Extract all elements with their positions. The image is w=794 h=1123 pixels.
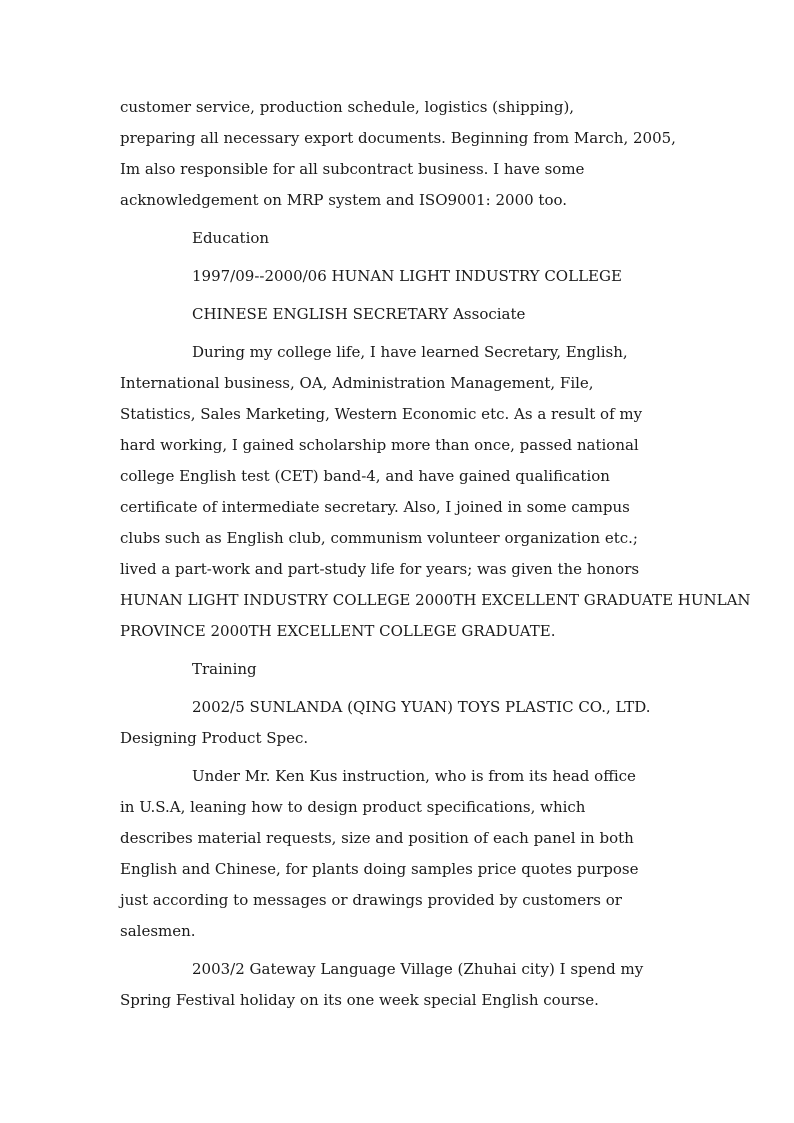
training-entry-2	[120, 954, 680, 1016]
text-line: clubs such as English club, communism volunteer organization etc.;	[120, 529, 638, 547]
text-line: English and Chinese, for plants doing samples price quotes purpose	[120, 860, 639, 878]
text-line: CHINESE ENGLISH SECRETARY Associate	[192, 305, 526, 323]
text-line: 1997/09--2000/06 HUNAN LIGHT INDUSTRY COLLEGE	[192, 267, 622, 285]
text-line: in U.S.A, leaning how to design product specifications, which	[120, 798, 586, 816]
text-line: salesmen.	[120, 922, 196, 940]
training-heading	[120, 654, 680, 685]
text-line: HUNAN LIGHT INDUSTRY COLLEGE 2000TH EXCELLENT GRADUATE HUNLAN	[120, 591, 751, 609]
text-line: International business, OA, Administration Management, File,	[120, 374, 594, 392]
text-line: Statistics, Sales Marketing, Western Economic etc. As a result of my	[120, 405, 643, 423]
text-line: just according to messages or drawings provided by customers or	[120, 891, 622, 909]
text-line: describes material requests, size and position of each panel in both	[120, 829, 634, 847]
text-line: lived a part-work and part-study life for years; was given the honors	[120, 560, 640, 578]
text-line: Spring Festival holiday on its one week special English course.	[120, 991, 599, 1009]
text-line: During my college life, I have learned Secretary, English,	[192, 343, 628, 361]
text-line: PROVINCE 2000TH EXCELLENT COLLEGE GRADUATE.	[120, 622, 556, 640]
text-line: Designing Product Spec.	[120, 729, 309, 747]
text-line: certificate of intermediate secretary. Also, I joined in some campus	[120, 498, 630, 516]
text-line: college English test (CET) band-4, and have gained qualification	[120, 467, 610, 485]
education-major	[120, 299, 680, 330]
text-line: hard working, I gained scholarship more than once, passed national	[120, 436, 639, 454]
text-line: Im also responsible for all subcontract business. I have some	[120, 160, 585, 178]
section-heading: Training	[192, 660, 257, 678]
training-description	[120, 761, 680, 947]
text-line: acknowledgement on MRP system and ISO9001: 2000 too.	[120, 191, 568, 209]
college-life-paragraph	[120, 337, 751, 647]
section-heading: Education	[192, 229, 270, 247]
text-line: customer service, production schedule, logistics (shipping),	[120, 98, 575, 116]
text-line: 2003/2 Gateway Language Village (Zhuhai city) I spend my	[192, 960, 644, 978]
training-entry-1	[120, 692, 680, 754]
text-line: 2002/5 SUNLANDA (QING YUAN) TOYS PLASTIC CO., LTD.	[192, 698, 651, 716]
education-heading	[120, 223, 680, 254]
text-line: preparing all necessary export documents. Beginning from March, 2005,	[120, 129, 676, 147]
education-dates	[120, 261, 680, 292]
experience-paragraph	[120, 92, 680, 216]
text-line: Under Mr. Ken Kus instruction, who is from its head office	[192, 767, 636, 785]
document-page	[120, 92, 751, 1023]
